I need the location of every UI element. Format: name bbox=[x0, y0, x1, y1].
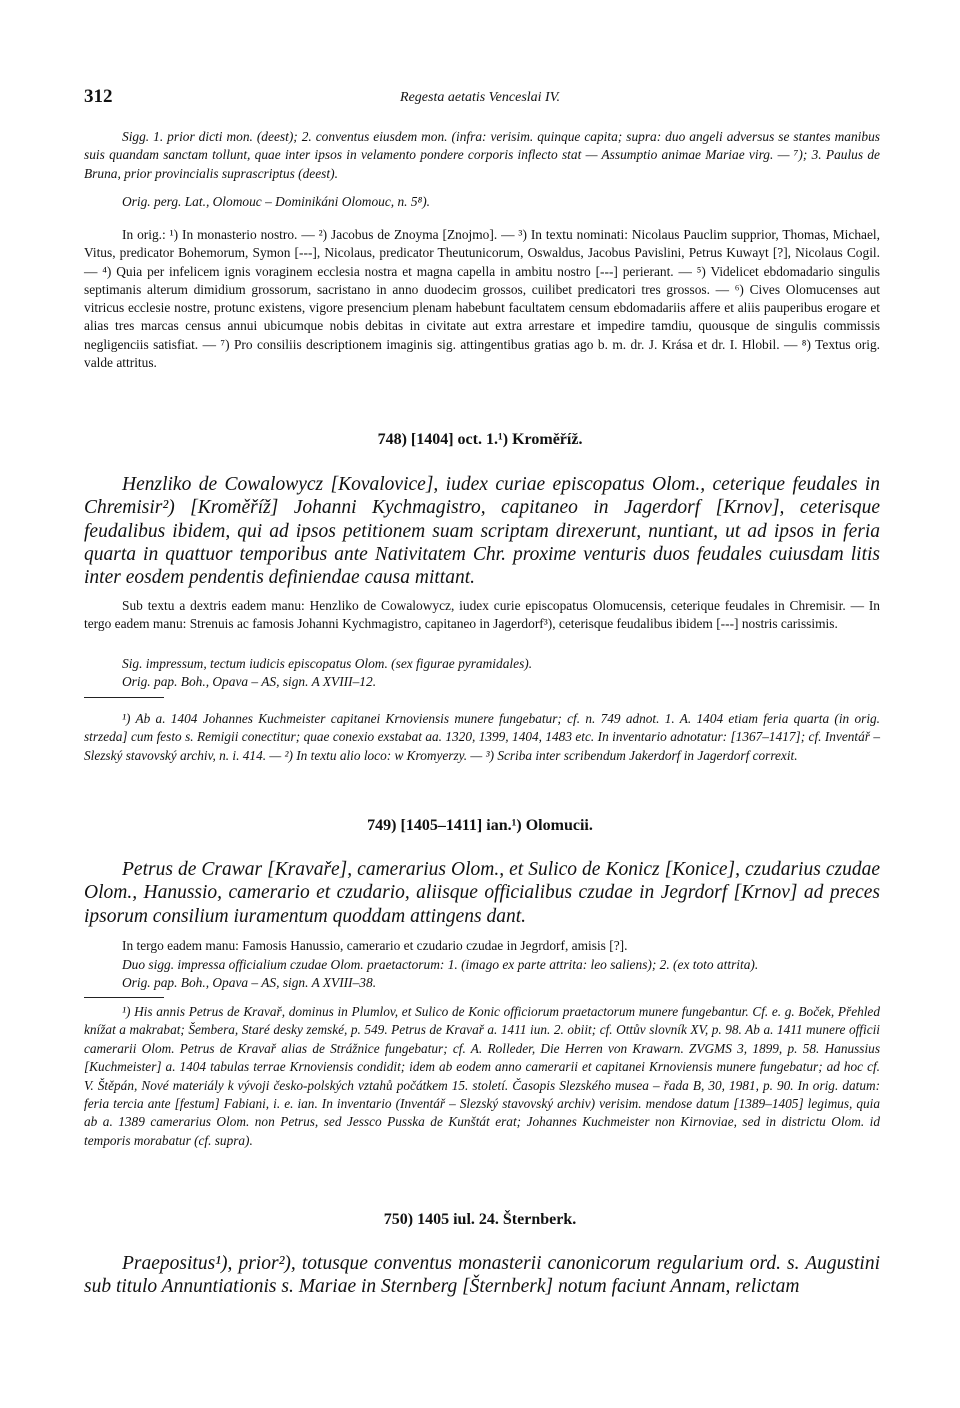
entry-749-seal bbox=[84, 956, 880, 974]
footnote-rule bbox=[84, 997, 164, 998]
entry-749-heading: 749) [1405–1411] ian.¹) Olomucii. bbox=[367, 817, 593, 834]
page-number: 312 bbox=[84, 86, 113, 107]
entry-748-seal bbox=[84, 655, 880, 673]
entry-749-tradition: In tergo eadem manu: Famosis Hanussio, camerario et czudario czudae in Jegrdorf, amisis [?]. bbox=[122, 938, 628, 953]
entry-750-regest: Praepositus¹), prior²), totusque conventus monasterii canonicorum regularium ord. s. Augustini sub titulo Annuntiationis s. Mariae in Sternberg [Šternberk] notum faciunt Annam, relictam bbox=[84, 1253, 880, 1298]
entry-748-regest: Henzliko de Cowalowycz [Kovalovice], iudex curiae episcopatus Olom., ceterique feudales in Chremisir²) [Kroměříž] Johanni Kychmagistro, capitaneo in Jagerdorf [Krnov], ceterisque feudalibus ibidem, qui ad ipsos petitionem suam scriptam direxerunt, nuntiant, ut ad ipsos in feria quarta in quattuor temporibus ante Nativitatem Chr. proxime venturis duos feudales cuiusdam litis inter eosdem pendentis definiendae causa mittant. bbox=[84, 474, 880, 589]
entry-749-regest: Petrus de Crawar [Kravaře], camerarius Olom., et Sulico de Konicz [Konice], czudarius czudae Olom., Hanussio, camerario et czudario, aliisque officialibus czudae in Jegrdorf [Krnov] ad preces ipsorum consilium iuramentum quoddam attingens dant. bbox=[84, 859, 880, 927]
entry-750-heading: 750) 1405 iul. 24. Šternberk. bbox=[383, 1211, 577, 1228]
entry-748-original-text: Orig. pap. Boh., Opava – AS, sign. A XVIII–12. bbox=[122, 674, 377, 689]
running-title: Regesta aetatis Venceslai IV. bbox=[400, 90, 560, 105]
entry-748-seal-text: Sig. impressum, tectum iudicis episcopatus Olom. (sex figurae pyramidales). bbox=[122, 656, 533, 671]
entry-748-heading: 748) [1404] oct. 1.¹) Kroměříž. bbox=[377, 431, 583, 448]
prev-notes: In orig.: ¹) In monasterio nostro. — ²) Jacobus de Znoyma [Znojmo]. — ³) In textu nominati: Nicolaus Pauclim supprior, Thomas, Michael, Vitus, predicator Bohemorum, Symon [---], Nicolaus, predicator Theutunicorum, Oswaldus, Jacobus Pavislini, Petrus Kuwayt [?], Nicolaus Cogil. — ⁴) Quia per infelicem ignis voraginem ecclesia nostra et magna capella in ambitu nostro [---] perierant. — ⁵) Videlicet ebdomadario singulis septimanis alterum dimidium grossorum, sacristano in anno duodecim grossos, cuilibet predicatori tres grossos. — ⁶) Cives Olomucenses aut vitricus ecclesie nostre, protunc existens, vigore presencium plenam habebunt facultatem censum ebdomadariis affere et aliis pauperibus erogare et alias tres marcas census annui ubicumque nobis debitas in civitate aut extra arrestare et impedire tamdiu, quousque de singulis commissis negligenciis satisfiat. — ⁷) Pro consiliis descriptionem imaginis sig. attingentibus gratias ago b. m. dr. J. Krása et dr. I. Hlobil. — ⁸) Textus orig. valde attritus. bbox=[84, 227, 880, 371]
entry-748-original bbox=[84, 673, 880, 691]
entry-748-footnotes: ¹) Ab a. 1404 Johannes Kuchmeister capitanei Krnoviensis munere fungebatur; cf. n. 749 adnot. 1. A. 1404 etiam feria quarta (in orig. strzeda] cum festo s. Remigii conectitur; quae conexio exstabat aa. 1320, 1399, 1404, 1483 etc. In inventario adnotatur: [1367–1417]; cf. Inventář – Slezský stavovský archiv, n. i. 414. — ²) In textu alio loco: w Kromyerzy. — ³) Scriba inter scribendum Jakerdorf in Jagerdorf correxit. bbox=[84, 711, 880, 763]
entry-749-seal-text: Duo sigg. impressa officialium czudae Olom. praetactorum: 1. (imago ex parte attrita: leo saliens); 2. (ex toto attrita). bbox=[122, 957, 759, 972]
entry-749-original-text: Orig. pap. Boh., Opava – AS, sign. A XVIII–38. bbox=[122, 975, 377, 990]
prev-seals-description bbox=[84, 128, 880, 183]
entry-749-footnotes: ¹) His annis Petrus de Kravař, dominus in Plumlov, et Sulico de Konic officiorum praetactorum munere fungebantur. Cf. e. g. Boček, Přehled knížat a makrabat; Šembera, Staré desky zemské, p. 549. Petrus de Kravař a. 1411 iun. 2. obiit; cf. Ottův slovník XV, p. 98. Ab a. 1411 munere officii camerarii Olom. Petrus de Kravař alias de Strážnice fungebatur; cf. A. Rolleder, Die Herren von Krawarn. ZVGMS 3, 1899, p. 58. Hanussius [Kuchmeister] a. 1404 tabulas terrae Krnoviensis condidit; idem ab eodem anno camerarii et capitanei Krnoviensis munere fungebatur; ad hoc cf. V. Štěpán, Nové materiály k vývoji česko-polských vztahů počátkem 15. století. Časopis Slezského musea – řada B, 30, 1981, p. 90. In orig. datum: feria tercia ante [festum] Fabiani, i. e. ian. In inventario (Inventář – Slezský stavovský archiv) verisim. mendose datum [1389–1405] legimus, quia ab a. 1389 camerarius Olom. non Petrus, sed Jessco Pusska de Kunštát erat; Johannes Kuchmeister non Kirnoviae, sed in districtu Olom. id temporis morabatur (cf. supra). bbox=[84, 1004, 880, 1148]
prev-original-info bbox=[84, 193, 880, 211]
prev-original-text: Orig. perg. Lat., Olomouc – Dominikáni Olomouc, n. 5⁸). bbox=[122, 194, 431, 209]
entry-749-original bbox=[84, 974, 880, 992]
entry-748-tradition: Sub textu a dextris eadem manu: Henzliko de Cowalowycz, iudex curie episcopatus Olomucensis, ceterique feudales in Chremisir. — In tergo eadem manu: Strenuis ac famosis Johanni Kychmagistro, capitaneo in Jagerdorf³), ceterisque feudalibus ibidem [---] nostris carissimis. bbox=[84, 598, 880, 632]
footnote-rule bbox=[84, 697, 164, 698]
prev-seals-text: Sigg. 1. prior dicti mon. (deest); 2. conventus eiusdem mon. (infra: verisim. quinque capita; supra: duo angeli adversus se stantes manibus suis quandam sanctam tollunt, quae inter ipsos in velamento pondere corporis inflecto stat — Assumptio animae Mariae virg. — ⁷); 3. Paulus de Bruna, prior provincialis suprascriptus (deest). bbox=[84, 129, 880, 181]
